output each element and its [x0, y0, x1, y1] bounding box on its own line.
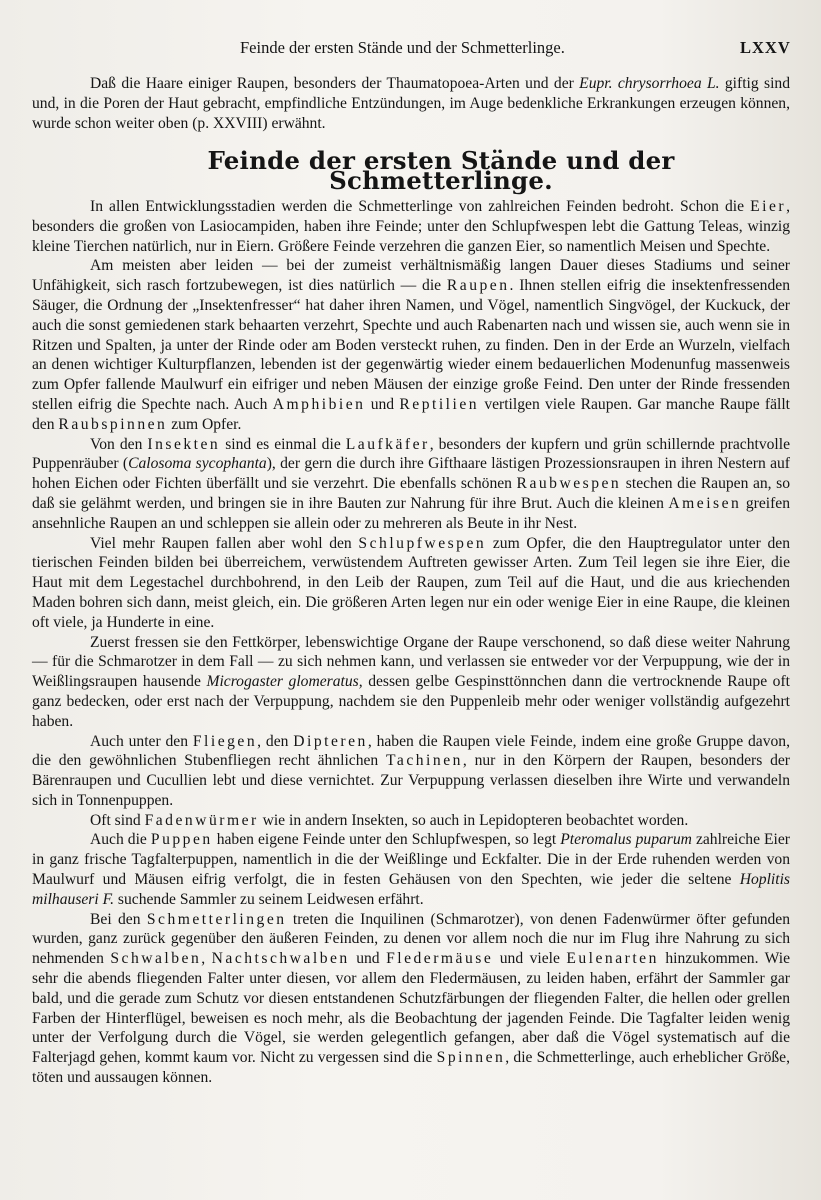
text-run: wie in andern Insekten, so auch in Lepidopteren beobachtet worden. — [258, 811, 689, 829]
text-run: greifen ansehnliche Raupen an und schleppen sie allein oder zu mehreren als Beute in ihr Nest. — [32, 494, 790, 532]
spaced-term: Laufkäfer — [345, 435, 430, 453]
paragraph-fat-body — [32, 633, 790, 732]
text-run: In allen Entwicklungsstadien werden die Schmetterlinge von zahlreichen Feinden bedroht. Schon die — [90, 197, 751, 215]
text-run: und — [349, 950, 387, 968]
text-run: zahlreiche Eier in ganz frische Tagfalterpuppen, namentlich in die der Weißlinge und Eckfalter. Die in der Erde ruhenden werden von Maulwurf und Mäusen eifrig verfolgt, die in festen Gehäusen von den Spechten, wie jeder die seltene — [32, 831, 791, 889]
intro-paragraph — [32, 74, 790, 133]
spaced-term: Raubwespen — [516, 475, 622, 493]
text-run: und viele — [493, 950, 567, 968]
text-run: , nur in den Körpern der Raupen, besonders der Bärenraupen und Cucullien lebt und diese vernichtet. Zur Verpuppung verlassen dieselben ihre Wirte und verwandeln sich in Tonnenpuppen. — [32, 752, 790, 809]
text-run: , die Schmetterlinge, auch erheblicher Größe, töten und aussaugen können. — [32, 1049, 790, 1087]
text-run: suchende Sammler zu seinem Leidwesen erfährt. — [114, 890, 424, 908]
spaced-term: Amphibien — [272, 395, 366, 413]
species-name: Calosoma sycophanta — [128, 455, 267, 473]
species-name: Microgaster glomeratus, — [206, 673, 363, 691]
text-run: , den — [257, 732, 294, 750]
text-run: dessen gelbe Gespinsttönnchen dann die vertrocknende Raupe oft ganz bedecken, oder erst nach der Verpuppung, nachdem sie den Puppenleib mehr oder weniger vollständig aufgezehrt haben. — [32, 673, 791, 730]
body-text — [32, 74, 790, 1088]
paragraph-flies — [32, 732, 790, 811]
section-title: Feinde der ersten Stände und der Schmetterlinge. — [207, 146, 675, 196]
paragraph-ichneumons — [32, 534, 790, 633]
text-run: , besonders der kupfern und grün schillernde prachtvolle Puppenräuber ( — [32, 435, 790, 473]
text-run: Viel mehr Raupen fallen aber wohl den — [90, 534, 359, 552]
text-run: sind es einmal die — [220, 435, 346, 453]
text-run: , besonders die großen von Lasiocampiden, haben ihre Feinde; unter den Schlupfwespen lebt die Gattung Teleas, winzig kleine Tierchen natürlich, nur in Eiern. Größere Feinde verzehren die ganzen Eier, so namentlich Meisen und Spechte. — [32, 197, 790, 255]
text-run: vertilgen viele Raupen. Gar manche Raupe fällt den — [32, 395, 791, 433]
paragraph-insects — [32, 435, 790, 534]
spaced-term: Puppen — [150, 831, 213, 849]
text-run: hinzukommen. Wie sehr die abends fliegenden Falter unter diesen, vor allem den Fledermäusen, zu leiden haben, erfährt der Sammler gar bald, und die gerade zum Schutz vor diesen entstandenen Schutzfärbungen der fliegenden Falter, die hellen oder grellen Farben der Hinterflügel, beweisen es noch mehr, als die Beobachtung der jagenden Feinde. Die Tagfalter leiden wenig unter der Verfolgung durch die Vögel, sie werden gelegentlich gefangen, aber daß die Vögel systematisch auf die Falterjagd gehen, kommt kaum vor. Nicht zu vergessen sind die — [32, 950, 791, 1067]
text-run: und — [365, 395, 400, 413]
paragraph-caterpillars — [32, 256, 790, 434]
spaced-term: Raubspinnen — [58, 415, 168, 433]
paragraph-nematodes — [32, 811, 790, 831]
text-run: , — [201, 950, 212, 968]
spaced-term: Fliegen — [192, 732, 258, 750]
spaced-term: Nachtschwalben — [211, 950, 350, 968]
spaced-term: Fledermäuse — [386, 950, 494, 968]
text-run: Auch die — [90, 831, 151, 849]
text-run: . Ihnen stellen eifrig die insektenfressenden Säuger, die Ordnung der „Insektenfresser“ hat daher ihren Namen, und Vögel, namentlich Singvögel, der Kuckuck, der auch die sonst gemiedenen stark behaarten verzehrt, Spechte und auch Rabenarten nach und wissen sie, auch wenn sie in Ritzen und Spalten, ja unter der Rinde oder am Boden versteckt ruhen, zu finden. Den in der Erde an Wurzeln, vielfach an denen wichtiger Kulturpflanzen, lebenden ist der gegenwärtig wieder einem bedauerlichen Modenunfug massenweis zum Opfer fallende Maulwurf ein eifriger und neben Mäusen der einzige große Feind. Den unter der Rinde fressenden stellen eifrig die Spechte nach. Auch — [32, 277, 790, 413]
paragraph-butterflies — [32, 910, 790, 1088]
species-name: Eupr. chrysorrhoea L. — [579, 75, 720, 92]
text-run: haben eigene Feinde unter den Schlupfwespen, so legt — [212, 831, 561, 849]
text-run: zum Opfer. — [167, 415, 242, 433]
paragraph-pupae — [32, 830, 790, 909]
text-run: Daß die Haare einiger Raupen, besonders der Thaumatopoea-Arten und der — [90, 75, 580, 92]
text-run: zum Opfer, die den Hauptregulator unter den tierischen Feinden bilden bei überreichem, verwüstendem Auftreten gewisser Arten. Zum Teil legen sie ihre Eier, die Haut mit dem Legestachel durchbohrend, in den Leib der Raupen, zum Teil auf die Haut, und die aus kriechenden Maden bohren sich dann, meist gleich, ein. Die größeren Arten legen nur ein oder wenige Eier in eine Raupe, die kleinen oft viele, ja Hunderte in eine. — [32, 534, 790, 631]
page-number: LXXV — [740, 38, 791, 57]
running-title: Feinde der ersten Stände und der Schmetterlinge. — [240, 38, 565, 57]
spaced-term: Schlupfwespen — [358, 534, 487, 552]
text-run: giftig sind und, in die Poren der Haut gebracht, empfindliche Entzündungen, im Auge bedenkliche Erkrankungen erzeugen können, wurde schon weiter oben (p. XXVIII) erwähnt. — [32, 75, 790, 132]
spaced-term: Eier — [750, 197, 787, 215]
species-name: Hoplitis milhauseri F. — [32, 871, 790, 908]
text-run: Am meisten aber leiden — bei der zumeist verhältnismäßig langen Dauer dieses Stadiums und seiner Unfähigkeit, sich rasch fortzubewegen, ist dies natürlich — die — [32, 257, 790, 295]
spaced-term: Reptilien — [399, 395, 480, 413]
text-run: Bei den — [90, 910, 147, 928]
text-run: Von den — [90, 435, 148, 453]
species-name: Pteromalus puparum — [560, 831, 692, 849]
text-run: treten die Inquilinen (Schmarotzer), von denen Fadenwürmer öfter gefunden wurden, ganz zurück gegenüber den äußeren Feinden, zu denen vor allem noch die nur im Flug ihre Nahrung zu sich nehmenden — [32, 910, 791, 968]
paragraph-eggs — [32, 197, 790, 256]
text-run: stechen die Raupen an, so daß sie gelähmt werden, und bringen sie in ihre Bauten zur Nahrung für ihre Brut. Auch die kleinen — [32, 475, 791, 512]
text-run: Oft sind — [90, 811, 145, 829]
text-run: ), der gern die durch ihre Gifthaare lästigen Prozessionsraupen in ihren Nestern auf hohen Eichen oder Fichten überfällt und sie verzehrt. Die ebenfalls schönen — [32, 455, 790, 493]
spaced-term: Fadenwürmer — [144, 811, 259, 829]
spaced-term: Ameisen — [668, 494, 742, 512]
spaced-term: Spinnen — [436, 1049, 506, 1067]
spaced-term: Eulenarten — [566, 950, 659, 968]
text-run: , haben die Raupen viele Feinde, indem eine große Gruppe davon, die den gewöhnlichen Stubenfliegen recht ähnlichen — [32, 732, 790, 770]
spaced-term: Schmetterlingen — [146, 910, 287, 928]
spaced-term: Tachinen — [385, 752, 463, 770]
text-run: Auch unter den — [90, 732, 193, 750]
spaced-term: Dipteren — [293, 732, 368, 750]
spaced-term: Raupen — [446, 277, 510, 295]
text-run: Zuerst fressen sie den Fettkörper, lebenswichtige Organe der Raupe verschonend, so daß diese weiter Nahrung — für die Schmarotzer in dem Fall — zu sich nehmen kann, und verlassen sie entweder vor der Verpuppung, wie der in Weißlingsraupen hausende — [32, 633, 790, 691]
spaced-term: Schwalben — [110, 950, 202, 968]
spaced-term: Insekten — [147, 435, 221, 453]
